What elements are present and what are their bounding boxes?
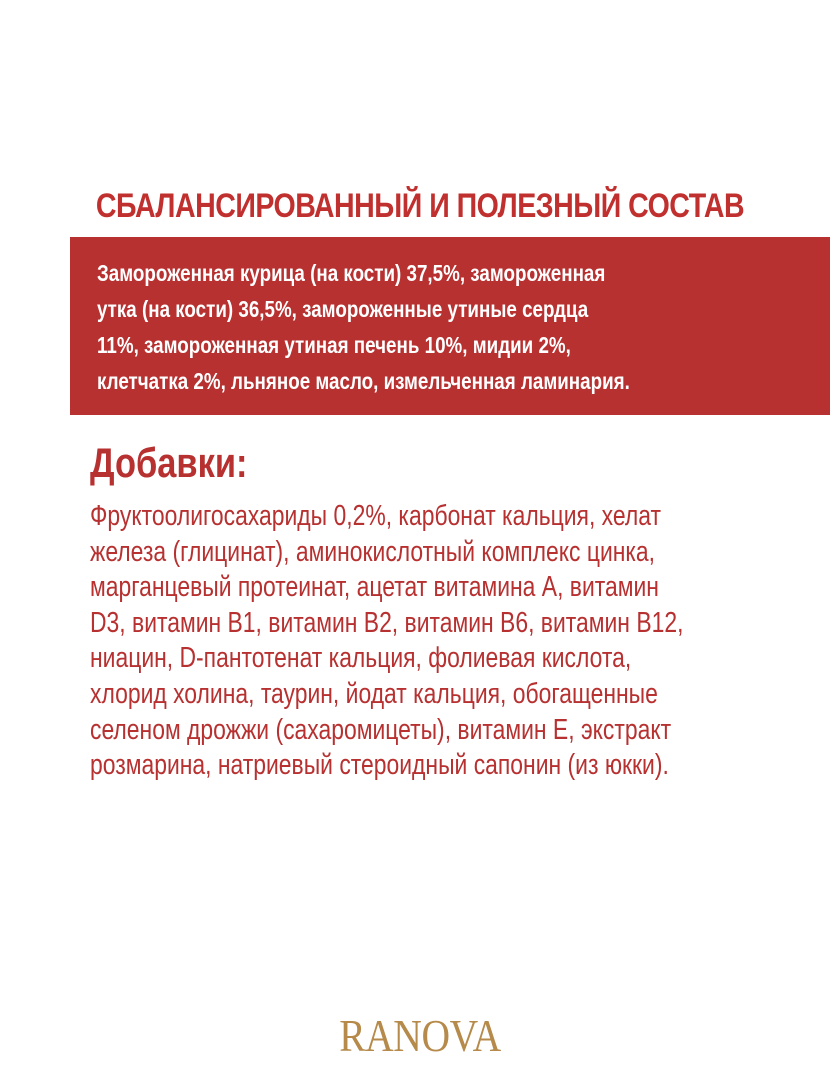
- composition-line: Замороженная курица (на кости) 37,5%, замороженная: [97, 260, 606, 286]
- additives-title: Добавки:: [90, 439, 248, 486]
- additives-line: Фруктоолигосахариды 0,2%, карбонат кальция, хелат: [90, 500, 661, 532]
- additives-line: ниацин, D-пантотенат кальция, фолиевая кислота,: [90, 642, 632, 675]
- additives-line: железа (глицинат), аминокислотный комплекс цинка,: [90, 535, 656, 568]
- additives-line: марганцевый протеинат, ацетат витамина A, витамин: [90, 571, 659, 604]
- composition-line: утка (на кости) 36,5%, замороженные утиные сердца: [97, 296, 589, 322]
- additives-line: селеном дрожжи (сахаромицеты), витамин E, экстракт: [90, 713, 672, 746]
- composition-heading: СБАЛАНСИРОВАННЫЙ И ПОЛЕЗНЫЙ СОСТАВ: [95, 187, 745, 225]
- composition-band: [70, 237, 830, 415]
- composition-line: 11%, замороженная утиная печень 10%, мидии 2%,: [97, 332, 571, 358]
- additives-line: хлорид холина, таурин, йодат кальция, обогащенные: [90, 677, 658, 710]
- additives-line: D3, витамин B1, витамин B2, витамин B6, витамин B12,: [90, 606, 684, 639]
- composition-line: клетчатка 2%, льняное масло, измельченная ламинария.: [97, 368, 630, 394]
- additives-line: розмарина, натриевый стероидный сапонин (из юкки).: [90, 749, 669, 782]
- additives-text: [90, 499, 754, 784]
- brand-logo: RANOVA: [339, 1010, 501, 1061]
- composition-text: [97, 255, 729, 399]
